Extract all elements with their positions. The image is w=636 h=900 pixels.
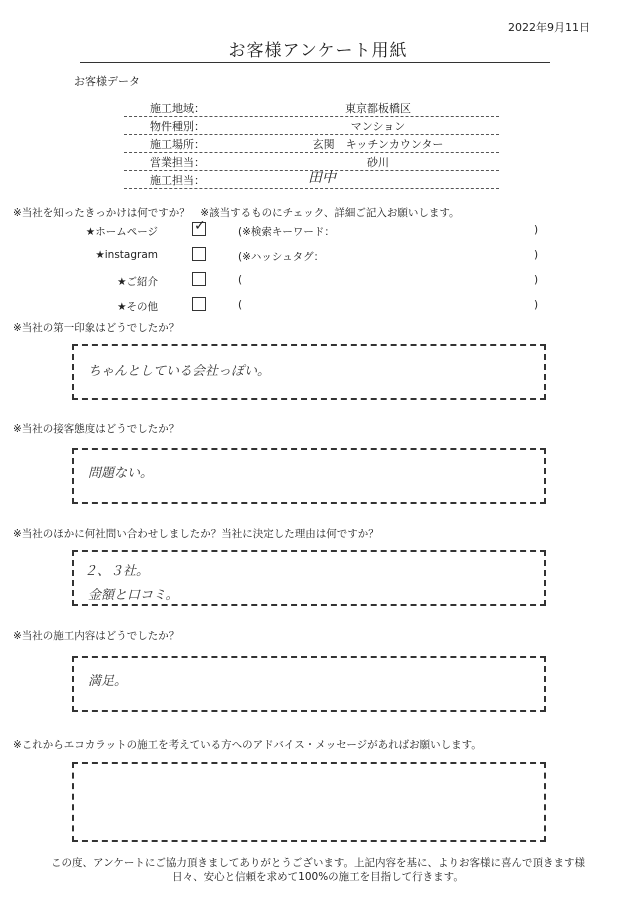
info-label: 営業担当：: [150, 156, 205, 169]
check-mark-icon: ✓: [194, 218, 206, 234]
info-row-installer: [124, 170, 499, 189]
info-label: 施工担当：: [150, 174, 205, 187]
footer-line-2: 日々、安心と信頼を求めて100%の施工を目指して行きます。: [172, 871, 464, 883]
answer-box-first-impression[interactable]: [72, 344, 546, 400]
source-option-close: ): [534, 224, 539, 236]
source-option-instagram: [0, 247, 636, 265]
page-title: お客様アンケート用紙: [228, 41, 408, 61]
source-option-label: ★ホームページ: [85, 226, 158, 238]
source-option-close: ): [534, 274, 539, 286]
source-option-close: ): [534, 249, 539, 261]
answer-text-line2: 金額と口コミ。: [88, 588, 179, 603]
answer-text: ちゃんとしている会社っぽい。: [88, 364, 271, 379]
info-row-area: [124, 98, 499, 117]
answer-box-customer-service[interactable]: [72, 448, 546, 504]
source-option-other: [0, 297, 636, 315]
title-underline: [80, 62, 550, 63]
source-option-note: (: [238, 274, 243, 286]
info-label: 施工場所：: [150, 138, 205, 151]
survey-date: 2022年9月11日: [508, 21, 590, 34]
info-row-location: [124, 134, 499, 153]
checkbox[interactable]: [192, 272, 206, 286]
info-row-property-type: [124, 116, 499, 135]
answer-text: 満足。: [88, 674, 128, 689]
question-first-impression: ※当社の第一印象はどうでしたか？: [13, 322, 180, 334]
question-competitors: ※当社のほかに何社問い合わせしましたか？当社に決定した理由は何ですか？: [13, 528, 379, 540]
answer-box-installation[interactable]: [72, 656, 546, 712]
answer-box-advice[interactable]: [72, 762, 546, 842]
customer-data-heading: お客様データ: [74, 75, 140, 88]
answer-box-competitors[interactable]: [72, 550, 546, 606]
answer-text-line1: ２、３社。: [84, 564, 150, 579]
question-customer-service: ※当社の接客態度はどうでしたか？: [13, 423, 180, 435]
info-value: 東京都板橋区: [345, 102, 411, 115]
info-label: 物件種別：: [150, 120, 205, 133]
info-value: 玄関 キッチンカウンター: [312, 138, 444, 151]
checkbox[interactable]: [192, 247, 206, 261]
question-installation: ※当社の施工内容はどうでしたか？: [13, 630, 180, 642]
source-option-label: ★その他: [117, 301, 158, 313]
info-value: 砂川: [367, 156, 389, 169]
source-question: ※当社を知ったきっかけは何ですか？ ※該当するものにチェック、詳細ご記入お願いします。: [13, 207, 460, 219]
installer-handwritten-name: 田中: [308, 170, 336, 186]
answer-text: 問題ない。: [88, 466, 154, 481]
info-value: マンション: [350, 120, 406, 133]
source-option-note: (: [238, 299, 243, 311]
source-option-close: ): [534, 299, 539, 311]
checkbox[interactable]: [192, 218, 206, 236]
checkbox[interactable]: [192, 297, 206, 311]
source-option-note: (※検索キーワード：: [238, 226, 335, 238]
source-option-referral: [0, 272, 636, 290]
question-advice: ※これからエコカラットの施工を考えている方へのアドバイス・メッセージがあればお願いします。: [13, 739, 482, 751]
info-label: 施工地域：: [150, 102, 205, 115]
source-option-note: (※ハッシュタグ：: [238, 251, 325, 263]
source-option-label: ★ご紹介: [117, 276, 158, 288]
source-option-label: ★instagram: [95, 249, 158, 261]
footer-line-1: この度、アンケートにご協力頂きましてありがとうございます。上記内容を基に、よりお客様に喜んで頂きます様: [50, 857, 586, 869]
source-option-homepage: [0, 218, 636, 240]
